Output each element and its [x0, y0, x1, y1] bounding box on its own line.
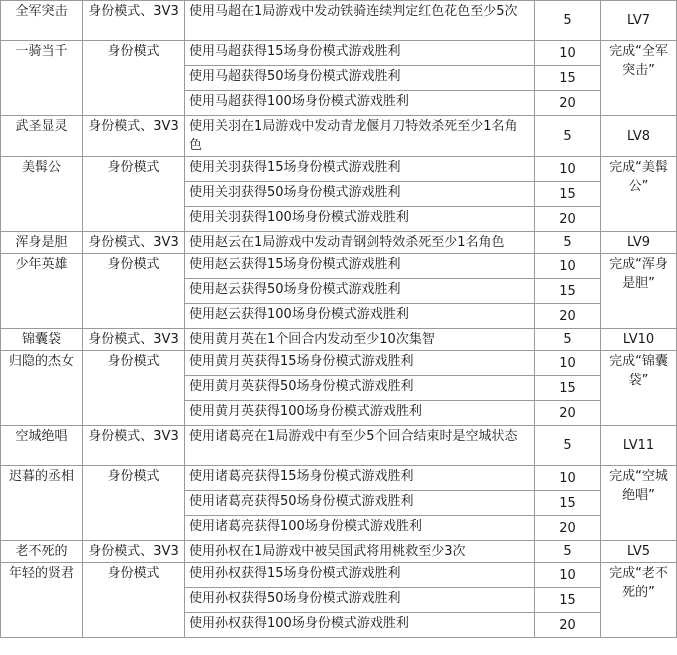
achievement-points: 10	[535, 41, 601, 66]
achievement-row	[1, 541, 677, 563]
achievement-tier-row	[1, 466, 677, 491]
achievement-description: 使用赵云在1局游戏中发动青钢剑特效杀死至少1名角色	[185, 232, 535, 254]
achievement-tier-row	[1, 157, 677, 182]
achievement-points: 5	[535, 232, 601, 254]
achievement-name: 全军突击	[1, 1, 83, 41]
achievement-points: 20	[535, 207, 601, 232]
achievement-row	[1, 116, 677, 157]
achievement-description: 使用马超在1局游戏中发动铁骑连续判定红色花色至少5次	[185, 1, 535, 41]
achievement-mode: 身份模式	[83, 41, 185, 116]
achievement-mode: 身份模式、3V3	[83, 116, 185, 157]
achievement-mode: 身份模式	[83, 254, 185, 329]
achievement-mode: 身份模式、3V3	[83, 1, 185, 41]
achievement-points: 15	[535, 182, 601, 207]
achievement-requirement: LV5	[601, 541, 677, 563]
achievement-name: 少年英雄	[1, 254, 83, 329]
achievement-points: 15	[535, 376, 601, 401]
achievement-points: 10	[535, 466, 601, 491]
achievement-requirement: 完成“全军突击”	[601, 41, 677, 116]
achievement-points: 15	[535, 588, 601, 613]
achievement-mode: 身份模式	[83, 466, 185, 541]
achievement-points: 20	[535, 516, 601, 541]
achievement-row	[1, 1, 677, 41]
achievement-description: 使用黄月英获得15场身份模式游戏胜利	[185, 351, 535, 376]
achievement-description: 使用关羽获得100场身份模式游戏胜利	[185, 207, 535, 232]
achievement-tier-row	[1, 41, 677, 66]
achievement-description: 使用诸葛亮在1局游戏中有至少5个回合结束时是空城状态	[185, 426, 535, 466]
achievement-description: 使用诸葛亮获得50场身份模式游戏胜利	[185, 491, 535, 516]
achievement-points: 15	[535, 491, 601, 516]
achievement-points: 15	[535, 279, 601, 304]
achievement-description: 使用赵云获得100场身份模式游戏胜利	[185, 304, 535, 329]
achievement-mode: 身份模式	[83, 351, 185, 426]
achievement-name: 锦囊袋	[1, 329, 83, 351]
achievement-description: 使用关羽获得15场身份模式游戏胜利	[185, 157, 535, 182]
achievement-requirement: 完成“空城绝唱”	[601, 466, 677, 541]
achievement-points: 5	[535, 426, 601, 466]
achievement-description: 使用诸葛亮获得15场身份模式游戏胜利	[185, 466, 535, 491]
achievement-description: 使用关羽获得50场身份模式游戏胜利	[185, 182, 535, 207]
achievement-name: 武圣显灵	[1, 116, 83, 157]
achievement-requirement: 完成“老不死的”	[601, 563, 677, 638]
achievement-description: 使用孙权获得100场身份模式游戏胜利	[185, 613, 535, 638]
achievement-mode: 身份模式、3V3	[83, 329, 185, 351]
achievement-requirement: LV11	[601, 426, 677, 466]
achievement-description: 使用诸葛亮获得100场身份模式游戏胜利	[185, 516, 535, 541]
achievement-description: 使用孙权获得50场身份模式游戏胜利	[185, 588, 535, 613]
achievement-name: 浑身是胆	[1, 232, 83, 254]
achievement-mode: 身份模式、3V3	[83, 426, 185, 466]
achievement-table-body	[1, 1, 677, 638]
achievement-description: 使用黄月英获得100场身份模式游戏胜利	[185, 401, 535, 426]
achievement-mode: 身份模式、3V3	[83, 232, 185, 254]
achievement-points: 20	[535, 304, 601, 329]
achievement-points: 5	[535, 329, 601, 351]
achievement-mode: 身份模式、3V3	[83, 541, 185, 563]
achievement-points: 20	[535, 91, 601, 116]
achievement-row	[1, 426, 677, 466]
achievement-description: 使用马超获得50场身份模式游戏胜利	[185, 66, 535, 91]
achievement-points: 10	[535, 351, 601, 376]
achievement-requirement: LV9	[601, 232, 677, 254]
achievement-requirement: 完成“美髯公”	[601, 157, 677, 232]
achievement-requirement: 完成“浑身是胆”	[601, 254, 677, 329]
achievement-points: 10	[535, 563, 601, 588]
achievement-name: 归隐的杰女	[1, 351, 83, 426]
achievement-requirement: LV8	[601, 116, 677, 157]
achievement-requirement: LV10	[601, 329, 677, 351]
achievement-description: 使用孙权获得15场身份模式游戏胜利	[185, 563, 535, 588]
achievement-description: 使用马超获得15场身份模式游戏胜利	[185, 41, 535, 66]
achievement-requirement: 完成“锦囊袋”	[601, 351, 677, 426]
achievement-description: 使用赵云获得50场身份模式游戏胜利	[185, 279, 535, 304]
achievement-description: 使用赵云获得15场身份模式游戏胜利	[185, 254, 535, 279]
achievement-requirement: LV7	[601, 1, 677, 41]
achievement-points: 5	[535, 1, 601, 41]
achievement-description: 使用黄月英在1个回合内发动至少10次集智	[185, 329, 535, 351]
achievement-tier-row	[1, 351, 677, 376]
achievement-name: 年轻的贤君	[1, 563, 83, 638]
achievement-points: 5	[535, 541, 601, 563]
achievement-mode: 身份模式	[83, 157, 185, 232]
achievement-name: 老不死的	[1, 541, 83, 563]
achievement-description: 使用关羽在1局游戏中发动青龙偃月刀特效杀死至少1名角色	[185, 116, 535, 157]
achievement-description: 使用马超获得100场身份模式游戏胜利	[185, 91, 535, 116]
achievement-row	[1, 232, 677, 254]
achievement-row	[1, 329, 677, 351]
achievement-name: 空城绝唱	[1, 426, 83, 466]
achievement-points: 15	[535, 66, 601, 91]
achievement-name: 美髯公	[1, 157, 83, 232]
achievement-points: 10	[535, 254, 601, 279]
achievement-tier-row	[1, 254, 677, 279]
achievement-points: 20	[535, 401, 601, 426]
achievement-name: 一骑当千	[1, 41, 83, 116]
achievement-points: 5	[535, 116, 601, 157]
achievement-description: 使用孙权在1局游戏中被吴国武将用桃救至少3次	[185, 541, 535, 563]
achievement-description: 使用黄月英获得50场身份模式游戏胜利	[185, 376, 535, 401]
achievement-tier-row	[1, 563, 677, 588]
achievement-name: 迟暮的丞相	[1, 466, 83, 541]
achievement-mode: 身份模式	[83, 563, 185, 638]
achievement-points: 10	[535, 157, 601, 182]
achievement-points: 20	[535, 613, 601, 638]
